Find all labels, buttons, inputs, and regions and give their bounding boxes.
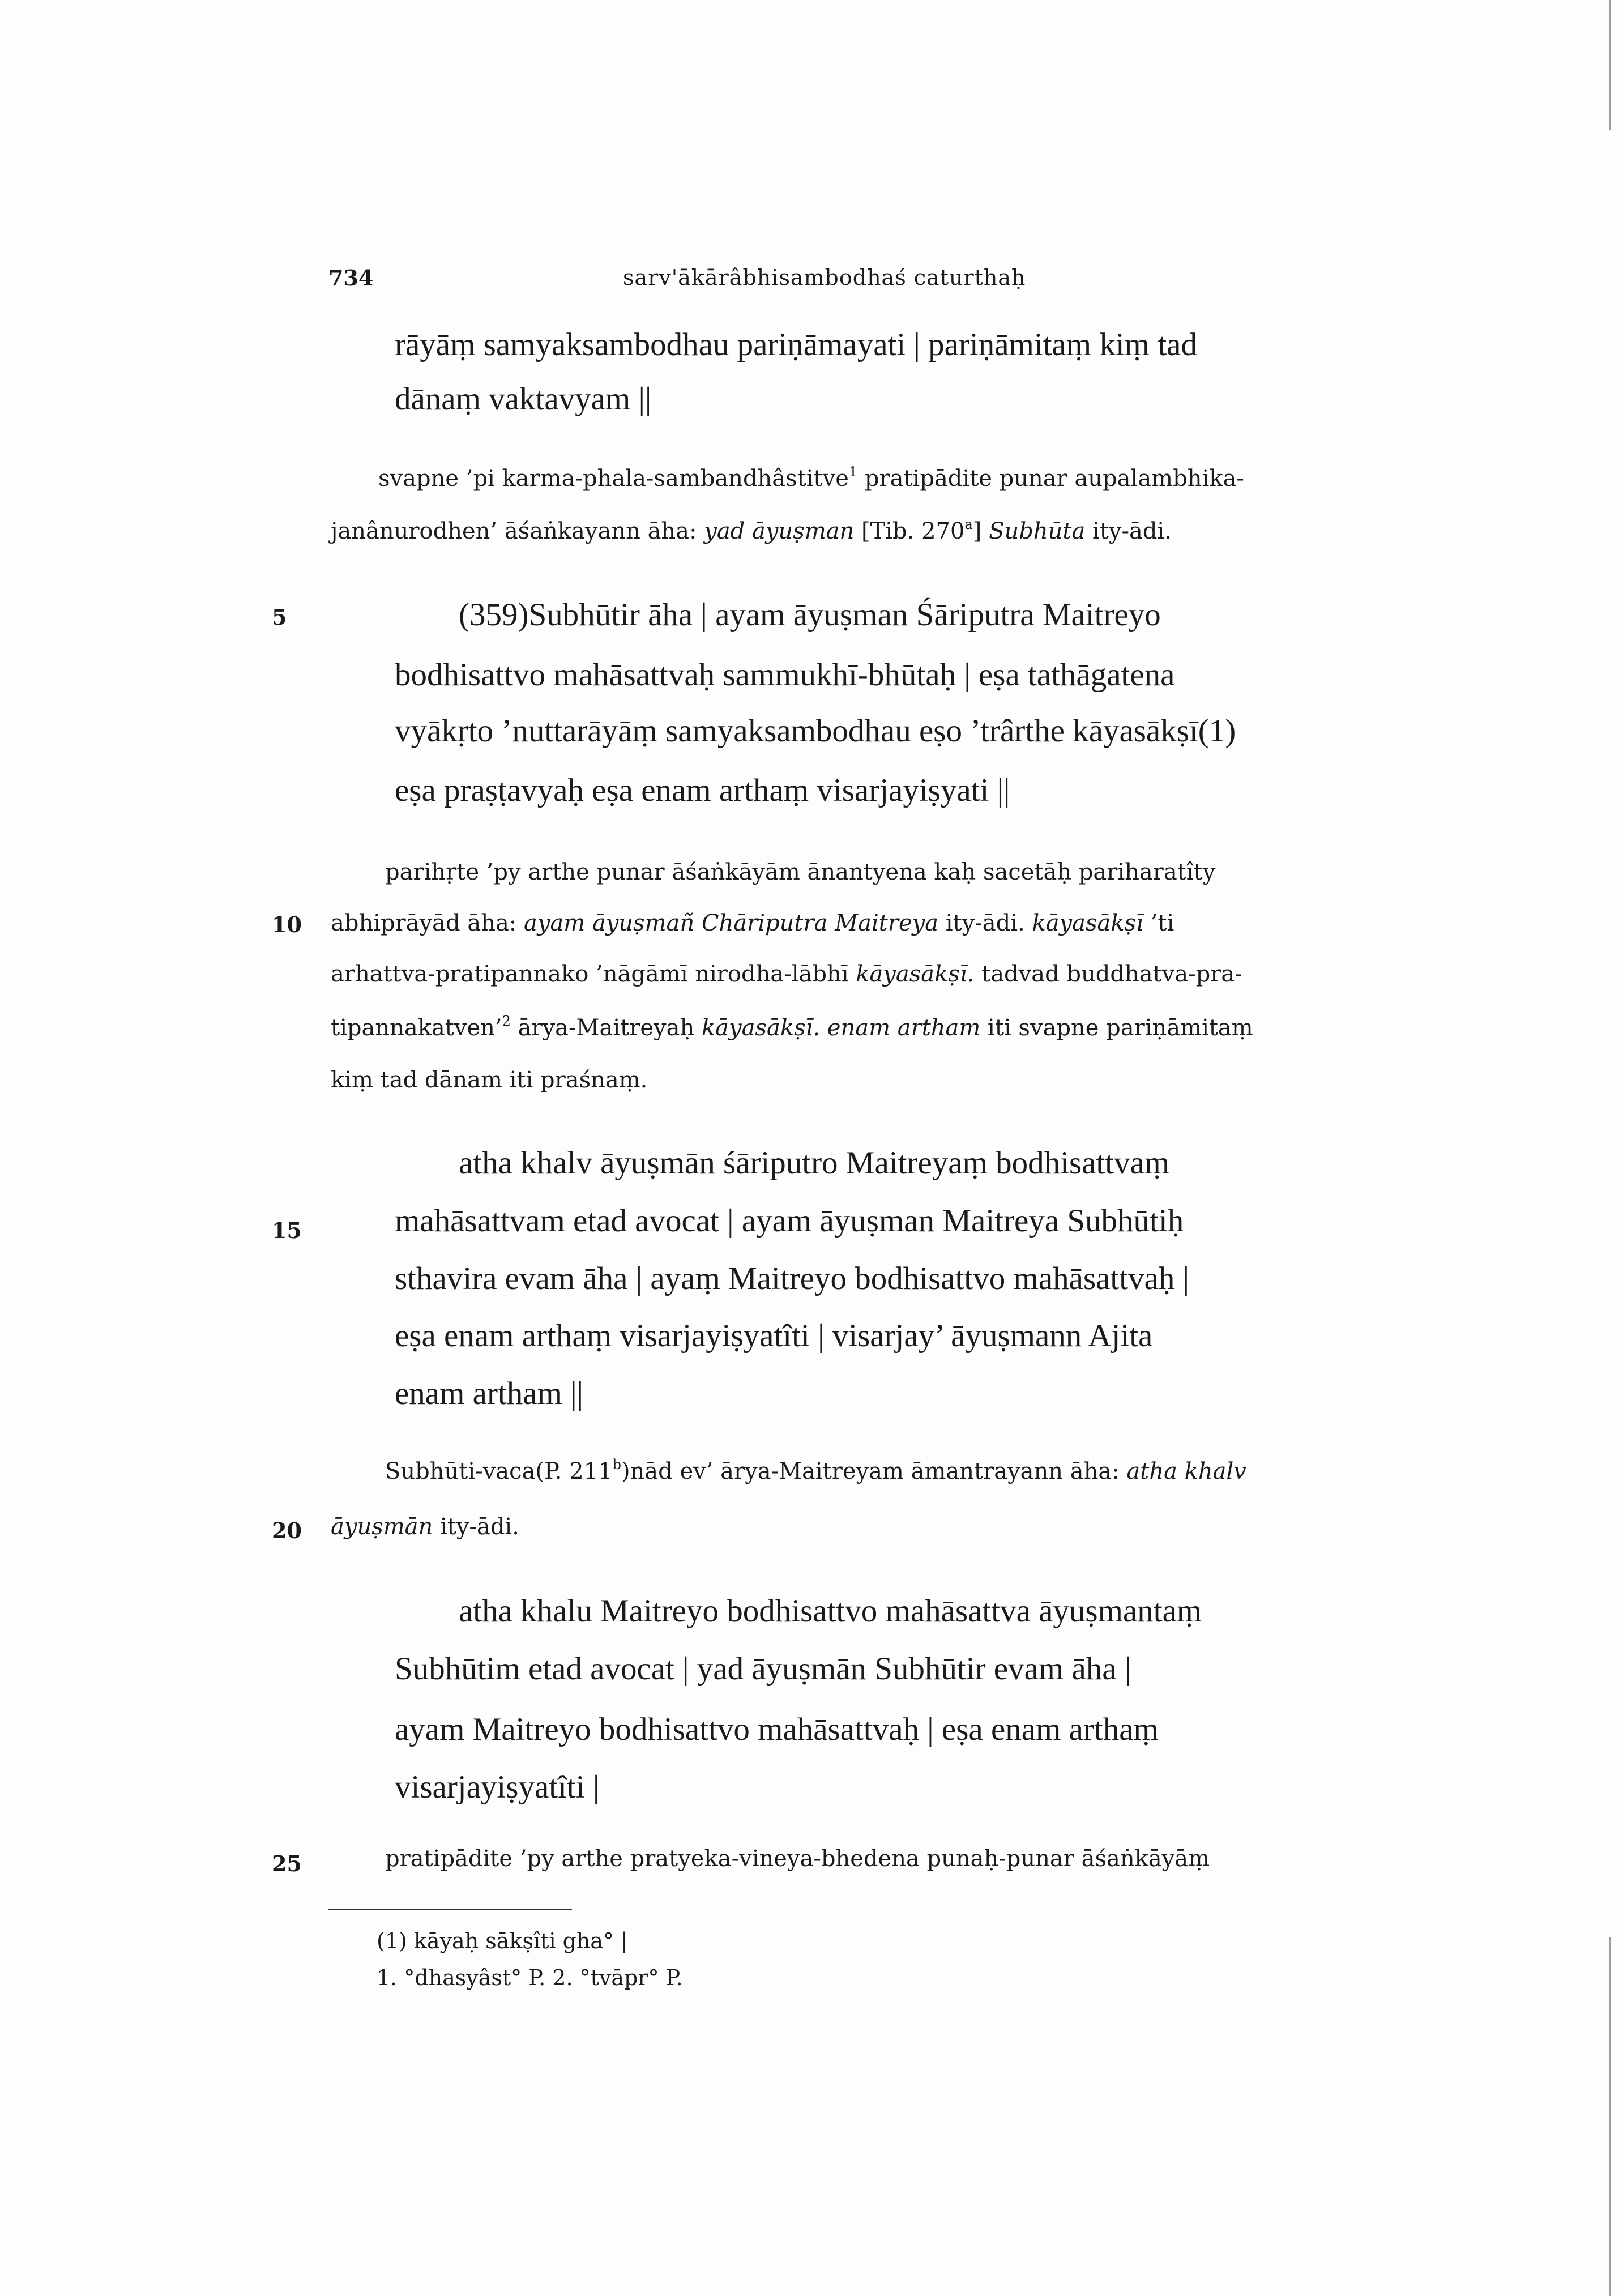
text-line: eṣa praṣṭavyaḥ eṣa enam arthaṃ visarjayiṣyati || <box>395 773 1010 808</box>
commentary-line: pratipādite ’py arthe pratyeka-vineya-bhedena punaḥ-punar āśaṅkāyāṃ <box>385 1846 1210 1872</box>
text-line: Subhūtim etad avocat | yad āyuṣmān Subhūtir evam āha | <box>395 1651 1131 1687</box>
commentary-line: svapne ’pi karma-phala-sambandhâstitve$^1$ pratipādite punar aupalambhika- <box>378 464 1244 492</box>
page-header <box>328 265 1404 299</box>
page-number: 734 <box>328 265 374 291</box>
line-number: 10 <box>272 912 302 937</box>
text-line: bodhisattvo mahāsattvaḥ sammukhī-bhūtaḥ | eṣa tathāgatena <box>395 657 1175 693</box>
commentary-line: kiṃ tad dānam iti praśnaṃ. <box>331 1067 648 1093</box>
text-line: eṣa enam arthaṃ visarjayiṣyatîti | visarjay’ āyuṣmann Ajita <box>395 1318 1153 1354</box>
commentary-line: parihṛte ’py arthe punar āśaṅkāyām ānantyena kaḥ sacetāḥ pariharatîty <box>385 859 1216 885</box>
line-number: 25 <box>272 1851 302 1876</box>
text-line: rāyāṃ samyaksambodhau pariṇāmayati | pariṇāmitaṃ kiṃ tad <box>395 327 1197 362</box>
text-line: atha khalu Maitreyo bodhisattvo mahāsattva āyuṣmantaṃ <box>459 1593 1202 1629</box>
commentary-line: janânurodhen’ āśaṅkayann āha: yad āyuṣman [Tib. 270$^a$] Subhūta ity-ādi. <box>331 517 1172 544</box>
running-title: sarv'ākārâbhisambodhaś caturthaḥ <box>623 265 1026 290</box>
text-line: vyākṛto ’nuttarāyāṃ samyaksambodhau eṣo ’trârthe kāyasākṣī(1) <box>395 713 1236 749</box>
footnote-rule <box>328 1909 572 1910</box>
text-line: visarjayiṣyatîti | <box>395 1769 600 1805</box>
commentary-line: āyuṣmān ity-ādi. <box>331 1514 519 1540</box>
commentary-line: Subhūti-vaca(P. 211$^b$)nād ev’ ārya-Maitreyam āmantrayann āha: atha khalv <box>385 1457 1246 1484</box>
text-line: enam artham || <box>395 1376 584 1411</box>
line-number: 15 <box>272 1218 302 1243</box>
footnote: (1) kāyaḥ sākṣîti gha° | <box>377 1928 628 1953</box>
text-line: mahāsattvam etad avocat | ayam āyuṣman Maitreya Subhūtiḥ <box>395 1203 1184 1239</box>
line-number: 5 <box>272 604 287 630</box>
commentary-line: abhiprāyād āha: ayam āyuṣmañ Chāriputra Maitreya ity-ādi. kāyasākṣī ’ti <box>331 910 1174 936</box>
commentary-line: arhattva-pratipannako ’nāgāmī nirodha-lābhī kāyasākṣī. tadvad buddhatva-pra- <box>331 961 1242 987</box>
text-line: (359)Subhūtir āha | ayam āyuṣman Śāriputra Maitreyo <box>459 597 1161 633</box>
line-number: 20 <box>272 1518 302 1543</box>
text-line: ayam Maitreyo bodhisattvo mahāsattvaḥ | eṣa enam arthaṃ <box>395 1712 1159 1747</box>
text-line: dānaṃ vaktavyam || <box>395 381 652 417</box>
commentary-line: tipannakatven’$^2$ ārya-Maitreyaḥ kāyasākṣī. enam artham iti svapne pariṇāmitaṃ <box>331 1013 1253 1041</box>
scan-edge-mark <box>1609 0 1611 130</box>
footnote: 1. °dhasyâst° P. 2. °tvāpr° P. <box>377 1965 683 1990</box>
text-line: sthavira evam āha | ayaṃ Maitreyo bodhisattvo mahāsattvaḥ | <box>395 1261 1190 1296</box>
text-line: atha khalv āyuṣmān śāriputro Maitreyaṃ bodhisattvaṃ <box>459 1145 1170 1181</box>
scan-edge-mark <box>1609 1937 1611 2296</box>
